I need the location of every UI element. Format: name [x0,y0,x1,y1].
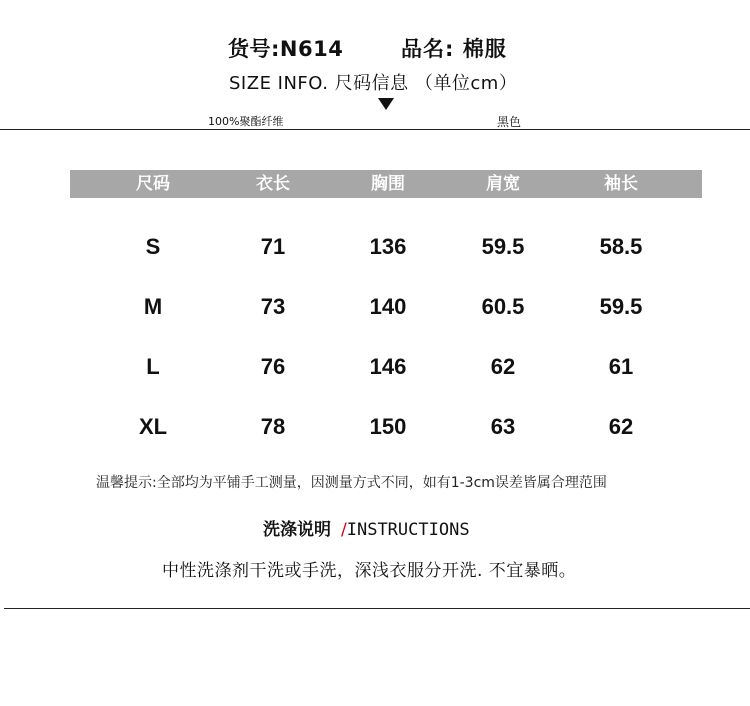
column-header-length: 衣长 [256,174,290,194]
table-cell: 63 [490,414,516,439]
instructions-heading [263,515,470,540]
column-header-sleeve: 袖长 [604,174,638,194]
material-label: 100%聚酯纤维 [208,115,284,128]
table-cell: 71 [260,234,286,259]
measurement-note: 温馨提示:全部均为平铺手工测量，因测量方式不同，如有1-3cm误差皆属合理范围 [96,475,607,491]
product-name: 品名: 棉服 [401,37,507,61]
table-cell: 146 [369,354,407,379]
washing-instructions: 中性洗涤剂干洗或手洗，深浅衣服分开洗. 不宜暴晒。 [162,561,577,581]
column-header-chest: 胸围 [371,174,405,194]
table-cell: L [146,354,160,379]
item-number: 货号:N614 [228,37,344,61]
column-header-size: 尺码 [136,174,170,194]
table-cell: 59.5 [599,294,643,319]
table-cell: 73 [260,294,286,319]
table-cell: 58.5 [599,234,643,259]
table-cell: 150 [369,414,407,439]
table-cell: 60.5 [481,294,525,319]
table-cell: M [143,294,163,319]
instructions-title-cn: 洗涤说明 [263,520,331,540]
table-cell: 136 [369,234,407,259]
table-cell: S [145,234,161,259]
table-cell: 59.5 [481,234,525,259]
table-cell: 62 [608,414,634,439]
column-header-shoulder: 肩宽 [486,174,520,194]
table-cell: 62 [490,354,516,379]
bottom-divider [4,608,750,609]
instructions-title-en: INSTRUCTIONS [346,520,470,540]
instructions-slash: / [341,520,347,540]
table-cell: 76 [260,354,286,379]
table-cell: 61 [608,354,634,379]
table-cell: XL [138,414,168,439]
table-cell: 78 [260,414,286,439]
color-label: 黑色 [497,115,522,129]
size-info-heading: SIZE INFO. 尺码信息 （单位cm） [229,73,518,94]
table-cell: 140 [369,294,407,319]
